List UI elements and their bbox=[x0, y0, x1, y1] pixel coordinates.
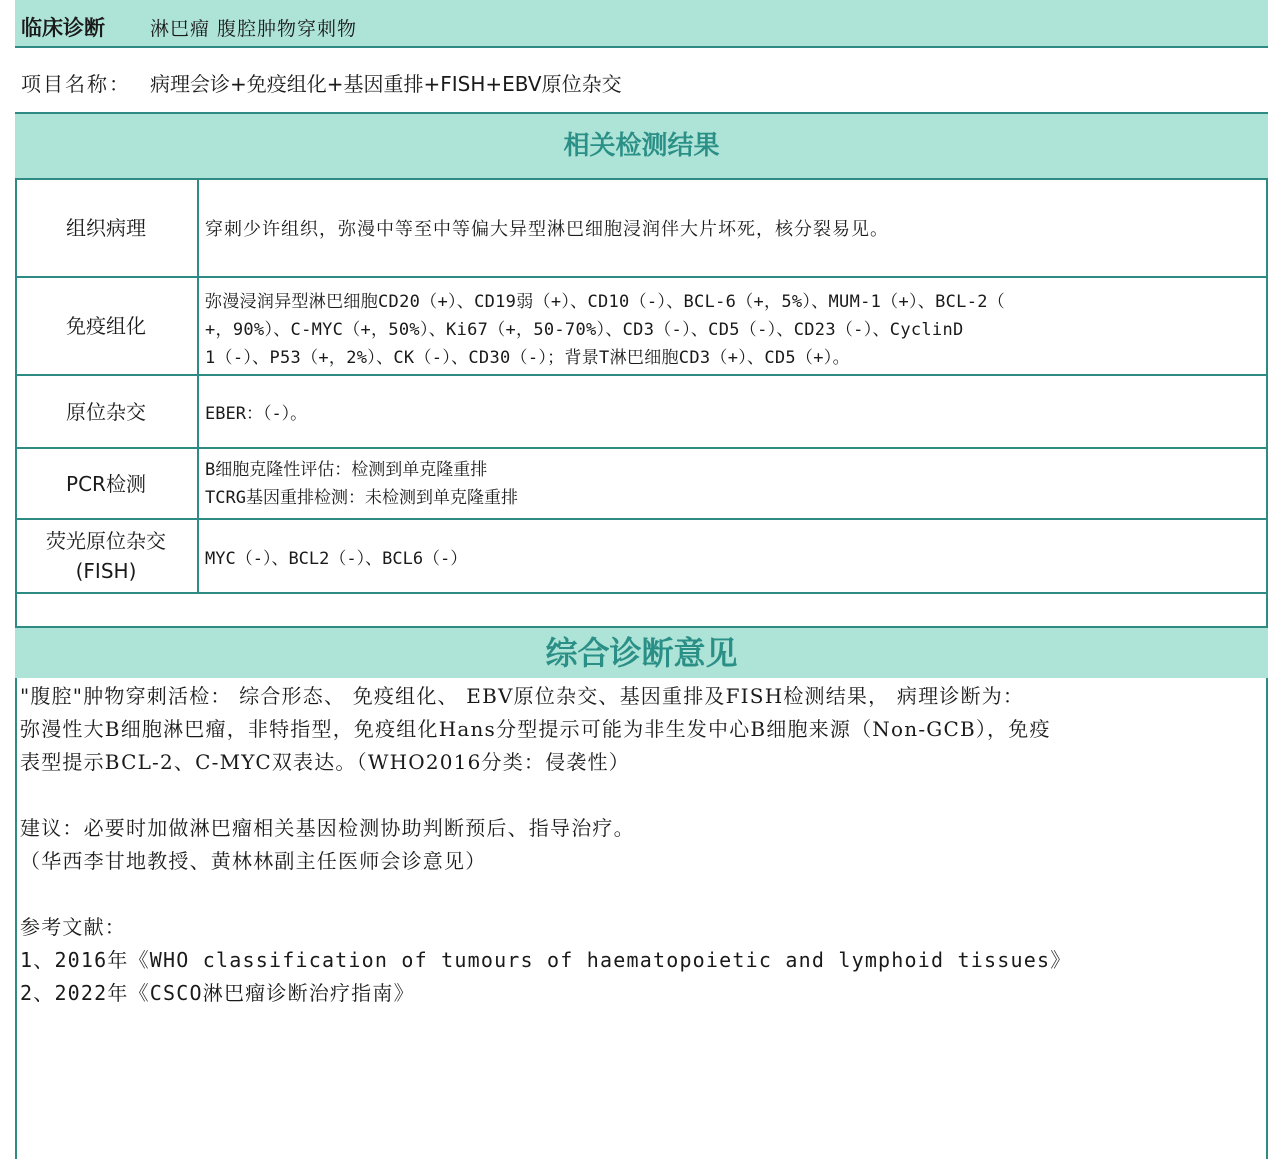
row-label: 组织病理 bbox=[15, 180, 199, 276]
project-label: 项目名称： bbox=[21, 72, 131, 96]
opinion-line: 表型提示BCL-2、C-MYC双表达。（WHO2016分类：侵袭性） bbox=[20, 750, 630, 774]
row-label: 原位杂交 bbox=[15, 376, 199, 447]
row-label: 免疫组化 bbox=[15, 278, 199, 374]
project-value: 病理会诊+免疫组化+基因重排+FISH+EBV原位杂交 bbox=[150, 72, 622, 96]
clinical-diagnosis-row bbox=[15, 0, 1268, 48]
results-heading: 相关检测结果 bbox=[15, 112, 1268, 180]
consult-note: （华西李甘地教授、黄林林副主任医师会诊意见） bbox=[20, 849, 487, 873]
row-value: MYC（-）、BCL2（-）、BCL6（-） bbox=[205, 548, 468, 569]
row-value: EBER：（-）。 bbox=[205, 404, 308, 424]
row-value: B细胞克隆性评估：检测到单克隆重排 TCRG基因重排检测：未检测到单克隆重排 bbox=[205, 459, 518, 508]
table-row-fish bbox=[15, 520, 1268, 594]
row-value: 穿刺少许组织，弥漫中等至中等偏大异型淋巴细胞浸润伴大片坏死，核分裂易见。 bbox=[205, 219, 889, 240]
table-row-immunohistochemistry bbox=[15, 278, 1268, 376]
reference-item: 2、2022年《CSCO淋巴瘤诊断治疗指南》 bbox=[20, 981, 415, 1005]
clinical-diagnosis-label: 临床诊断 bbox=[21, 16, 105, 40]
row-label: PCR检测 bbox=[15, 449, 199, 518]
clinical-diagnosis-value: 淋巴瘤 腹腔肿物穿刺物 bbox=[150, 18, 358, 40]
row-label: 荧光原位杂交(FISH) bbox=[15, 520, 199, 592]
table-row-histopathology bbox=[15, 180, 1268, 278]
opinion-body bbox=[20, 680, 1260, 1010]
suggestion-text: 建议：必要时加做淋巴瘤相关基因检测协助判断预后、指导治疗。 bbox=[20, 816, 635, 840]
opinion-heading: 综合诊断意见 bbox=[15, 626, 1268, 678]
opinion-line: 弥漫性大B细胞淋巴瘤，非特指型，免疫组化Hans分型提示可能为非生发中心B细胞来源（Non-GCB），免疫 bbox=[20, 717, 1051, 741]
row-value: 弥漫浸润异型淋巴细胞CD20（+）、CD19弱（+）、CD10（-）、BCL-6（+，5%）、MUM-1（+）、BCL-2（ +，90%）、C-MYC（+，50%）、Ki67（+，50-70%）、CD3（-）、CD5（-）、CD23（-）、CyclinD 1（-）、P53（+，2%）、CK（-）、CD30（-）；背景T淋巴细胞CD3（+）、CD5（+）。 bbox=[205, 292, 1006, 368]
reference-item: 1、2016年《WHO classification of tumours of haematopoietic and lymphoid tissues》 bbox=[20, 948, 1072, 972]
references-title: 参考文献： bbox=[20, 915, 126, 939]
table-row-in-situ-hybridization bbox=[15, 376, 1268, 449]
table-spacer-row bbox=[15, 594, 1268, 626]
opinion-line: "腹腔"肿物穿刺活检： 综合形态、 免疫组化、 EBV原位杂交、基因重排及FISH检测结果， 病理诊断为： bbox=[20, 684, 1025, 708]
results-table bbox=[15, 180, 1268, 626]
table-row-pcr bbox=[15, 449, 1268, 520]
project-row bbox=[15, 48, 1268, 112]
